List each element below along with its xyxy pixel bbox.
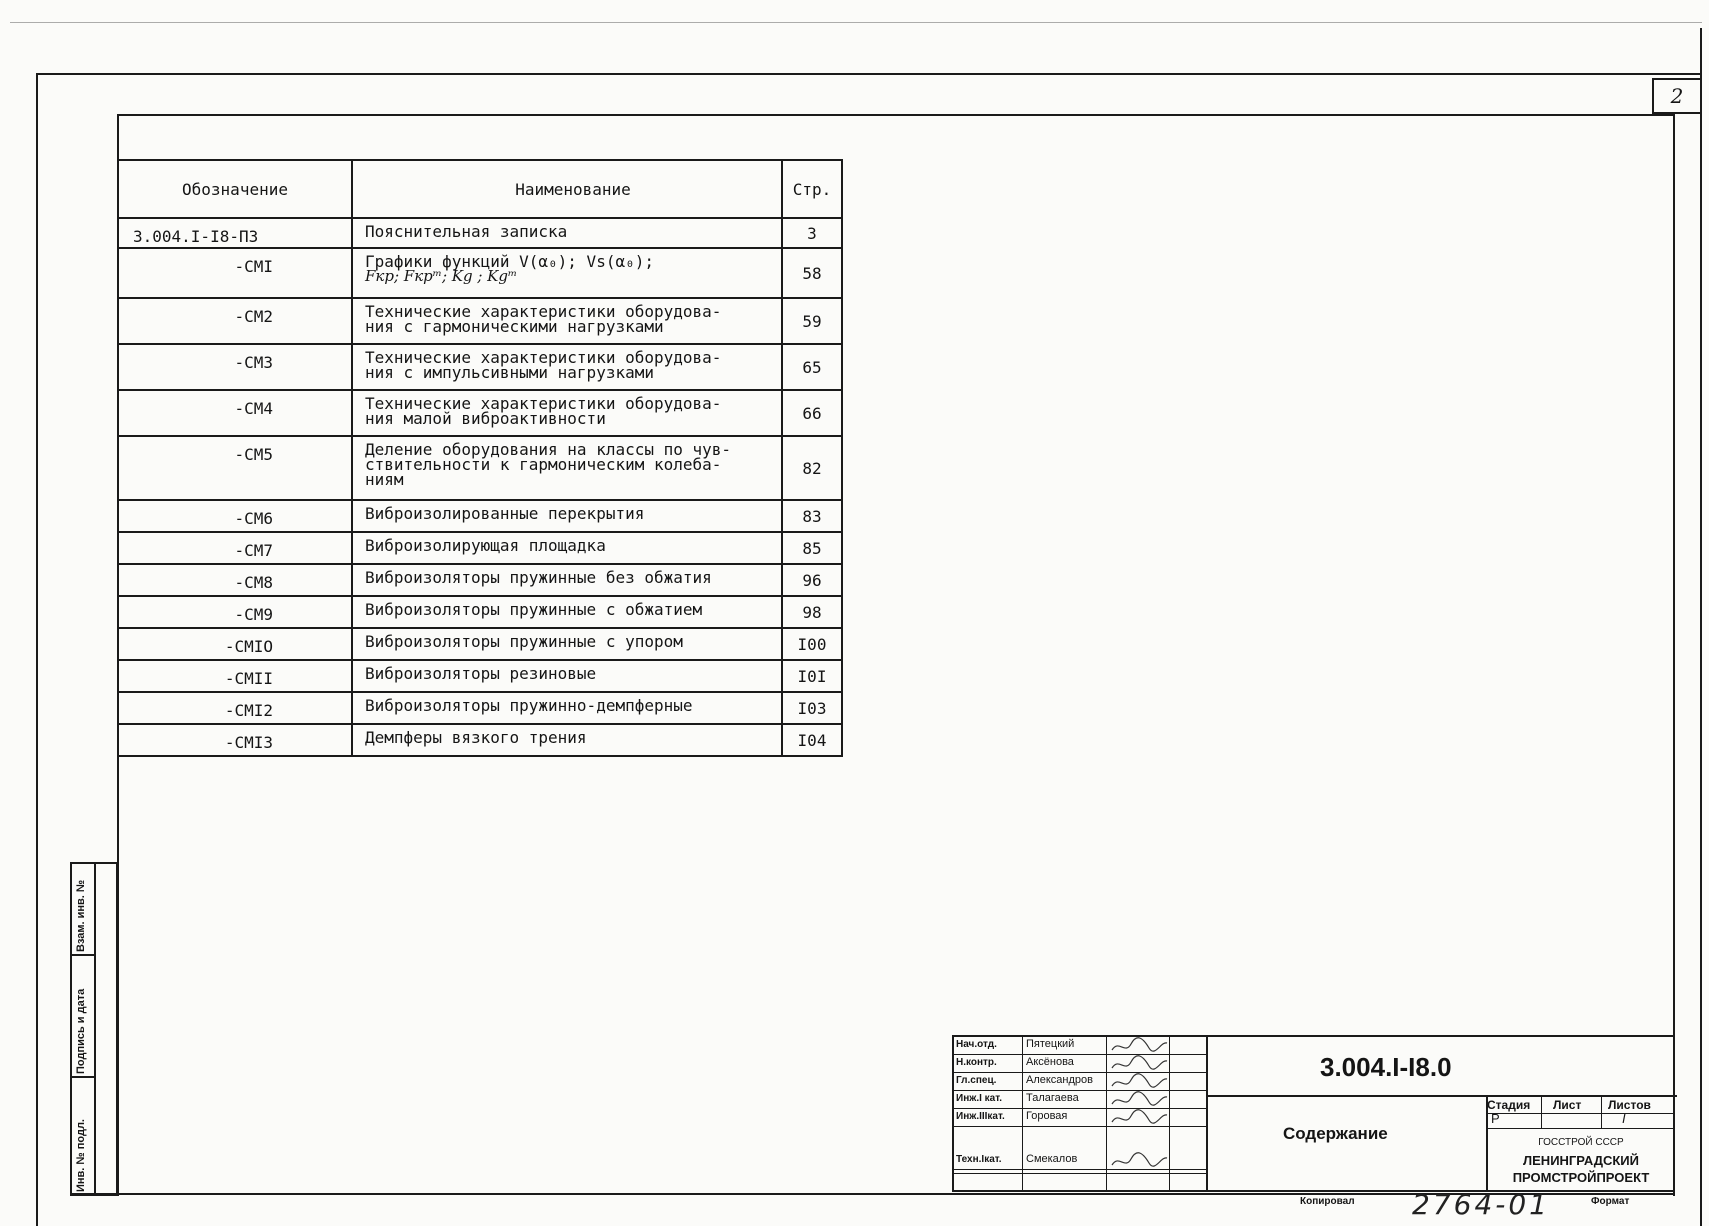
document-title: Содержание [1283, 1124, 1388, 1143]
table-row [118, 564, 842, 596]
row-name-line: Деление оборудования на классы по чув- [365, 440, 732, 459]
row-name-lines [365, 661, 781, 681]
table-row [118, 660, 842, 692]
sheets-value: I [1622, 1111, 1626, 1126]
row-name [352, 596, 782, 628]
frame-left [36, 73, 38, 1226]
document-code: 3.004.I-I8.0 [1320, 1052, 1452, 1082]
tb-hline-bottom-staff [954, 1173, 1206, 1174]
signature-mark [1109, 1107, 1169, 1129]
tb-vline-4 [1206, 1037, 1208, 1192]
row-name [352, 390, 782, 436]
row-page: 98 [782, 596, 842, 628]
row-name-lines [365, 249, 781, 284]
staff-name: Талагаева [1026, 1092, 1079, 1104]
row-name-lines [365, 345, 781, 380]
row-name-lines [365, 597, 781, 617]
tb-vline-sheets [1601, 1095, 1602, 1129]
row-code [118, 724, 352, 756]
row-page: 85 [782, 532, 842, 564]
table-row [118, 500, 842, 532]
row-code [118, 500, 352, 532]
row-name [352, 344, 782, 390]
row-code [118, 692, 352, 724]
row-code [118, 436, 352, 500]
org-line-1: ГОССТРОЙ СССР [1538, 1137, 1624, 1148]
row-page: I00 [782, 628, 842, 660]
staff-role: Нач.отд. [956, 1039, 997, 1050]
row-code-text: -СМ7 [234, 541, 273, 560]
contents-table [117, 159, 843, 757]
staff-row [954, 1152, 1206, 1170]
inner-frame-top [117, 114, 1675, 116]
table-row [118, 436, 842, 500]
row-code-text: -СМ2 [234, 307, 273, 326]
table-row [118, 596, 842, 628]
row-name [352, 218, 782, 248]
copied-label: Копировал [1300, 1196, 1355, 1207]
staff-role: Техн.Iкат. [956, 1154, 1002, 1165]
row-code-text: -СМ4 [234, 399, 273, 418]
staff-role: Н.контр. [956, 1057, 997, 1068]
org-line-2: ЛЕНИНГРАДСКИЙ [1523, 1153, 1639, 1168]
table-row [118, 298, 842, 344]
row-name-lines [365, 501, 781, 521]
copy-number: 2764-01 [1412, 1188, 1550, 1221]
row-name-lines [365, 725, 781, 745]
side-divider [94, 864, 96, 1194]
row-page: I0I [782, 660, 842, 692]
row-name-line: Fкр; Fкрᵐ; Kg ; Kgᵐ [365, 267, 518, 285]
row-code-text: -СМI2 [224, 701, 273, 720]
row-name [352, 660, 782, 692]
row-page: 96 [782, 564, 842, 596]
row-code [118, 390, 352, 436]
table-row [118, 532, 842, 564]
row-name-line: ния с гармоническими нагрузками [365, 317, 664, 336]
side-label-signature: Подпись и дата [75, 988, 87, 1074]
row-page: 82 [782, 436, 842, 500]
header-code: Обозначение [118, 160, 352, 218]
title-block [952, 1035, 1675, 1192]
row-page: I03 [782, 692, 842, 724]
format-label: Формат [1591, 1196, 1630, 1207]
staff-row [954, 1109, 1206, 1127]
tb-vline-sheet [1541, 1095, 1542, 1129]
staff-role: Инж.I кат. [956, 1093, 1003, 1104]
row-page: 65 [782, 344, 842, 390]
row-name-line: Виброизоляторы резиновые [365, 664, 597, 683]
row-page: 59 [782, 298, 842, 344]
row-name [352, 628, 782, 660]
row-code [118, 218, 352, 248]
top-edge [10, 22, 1702, 23]
table-row [118, 218, 842, 248]
row-name-line: Виброизолирующая площадка [365, 536, 606, 555]
row-code [118, 660, 352, 692]
tb-hline-stage2 [1486, 1128, 1675, 1129]
staff-name: Аксёнова [1026, 1056, 1074, 1068]
row-code [118, 564, 352, 596]
row-code [118, 298, 352, 344]
table-row [118, 724, 842, 756]
row-code-text: -СМI [234, 257, 273, 276]
tb-hline-code [1206, 1095, 1677, 1097]
row-code-text: -СМII [224, 669, 273, 688]
row-name [352, 724, 782, 756]
row-name-lines [365, 219, 781, 239]
row-name-line: Пояснительная записка [365, 222, 568, 241]
signature-mark [1109, 1150, 1169, 1172]
row-code [118, 628, 352, 660]
staff-role: Гл.спец. [956, 1075, 997, 1086]
staff-name: Александров [1026, 1074, 1093, 1086]
row-name-lines [365, 299, 781, 334]
sheet-number-box: 2 [1652, 78, 1702, 114]
row-code-text: 3.004.I-I8-ПЗ [133, 227, 259, 246]
table-row [118, 692, 842, 724]
row-name-line: Виброизолированные перекрытия [365, 504, 645, 523]
header-page: Стр. [782, 160, 842, 218]
row-name-line: Технические характеристики оборудова- [365, 348, 722, 367]
inner-frame-right [1673, 114, 1675, 1196]
row-code-text: -СМI3 [224, 733, 273, 752]
row-name-line: Технические характеристики оборудова- [365, 302, 722, 321]
table-header-row [118, 160, 842, 218]
row-name-line: Виброизоляторы пружинные без обжатия [365, 568, 712, 587]
row-page: I04 [782, 724, 842, 756]
org-line-3: ПРОМСТРОЙПРОЕКТ [1512, 1170, 1650, 1185]
tb-hline-stage [1486, 1113, 1675, 1114]
row-name [352, 500, 782, 532]
row-code-text: -СМIО [224, 637, 273, 656]
row-name-line: Технические характеристики оборудова- [365, 394, 722, 413]
staff-name: Смекалов [1026, 1153, 1078, 1165]
row-code-text: -СМ5 [234, 445, 273, 464]
staff-name: Пятецкий [1026, 1038, 1075, 1050]
sheets-label: Листов [1608, 1098, 1651, 1112]
table-row [118, 628, 842, 660]
row-name-lines [365, 693, 781, 713]
row-code [118, 344, 352, 390]
staff-name: Горовая [1026, 1110, 1068, 1122]
row-code [118, 532, 352, 564]
row-name-line: ния с импульсивными нагрузками [365, 363, 654, 382]
row-name-lines [365, 437, 781, 487]
row-code-text: -СМ3 [234, 353, 273, 372]
row-name-line: Виброизоляторы пружинные с упором [365, 632, 683, 651]
row-page: 3 [782, 218, 842, 248]
stage-label: Стадия [1487, 1098, 1531, 1112]
table-row [118, 390, 842, 436]
table-row [118, 344, 842, 390]
row-name-lines [365, 565, 781, 585]
row-name-lines [365, 533, 781, 553]
row-name-line: Виброизоляторы пружинные с обжатием [365, 600, 703, 619]
row-name-line: ниям [365, 470, 404, 489]
row-name [352, 248, 782, 298]
row-page: 58 [782, 248, 842, 298]
row-name-lines [365, 629, 781, 649]
row-page: 83 [782, 500, 842, 532]
stage-value: Р [1491, 1111, 1500, 1126]
row-name-line: Демпферы вязкого трения [365, 728, 587, 747]
row-code [118, 596, 352, 628]
row-name-line: Виброизоляторы пружинно-демпферные [365, 696, 693, 715]
row-name-lines [365, 391, 781, 426]
sheet-label: Лист [1553, 1098, 1582, 1112]
side-stamp [70, 862, 118, 1196]
row-page: 66 [782, 390, 842, 436]
row-name [352, 532, 782, 564]
frame-right [1700, 28, 1702, 1226]
row-name-line: ствительности к гармоническим колеба- [365, 455, 722, 474]
staff-role: Инж.IIIкат. [956, 1111, 1005, 1122]
side-label-replace: Взам. инв. № [75, 879, 87, 952]
row-name-line: ния малой виброактивности [365, 409, 606, 428]
row-code-text: -СМ8 [234, 573, 273, 592]
row-code-text: -СМ6 [234, 509, 273, 528]
header-name: Наименование [352, 160, 782, 218]
row-name-line: Графики функций V(α₀); Vs(α₀); [365, 252, 654, 271]
row-name [352, 436, 782, 500]
row-name [352, 564, 782, 596]
side-label-inventory: Инв. № подл. [75, 1119, 87, 1192]
row-code-text: -СМ9 [234, 605, 273, 624]
table-row [118, 248, 842, 298]
row-code [118, 248, 352, 298]
row-name [352, 298, 782, 344]
frame-top [36, 73, 1702, 75]
row-name [352, 692, 782, 724]
